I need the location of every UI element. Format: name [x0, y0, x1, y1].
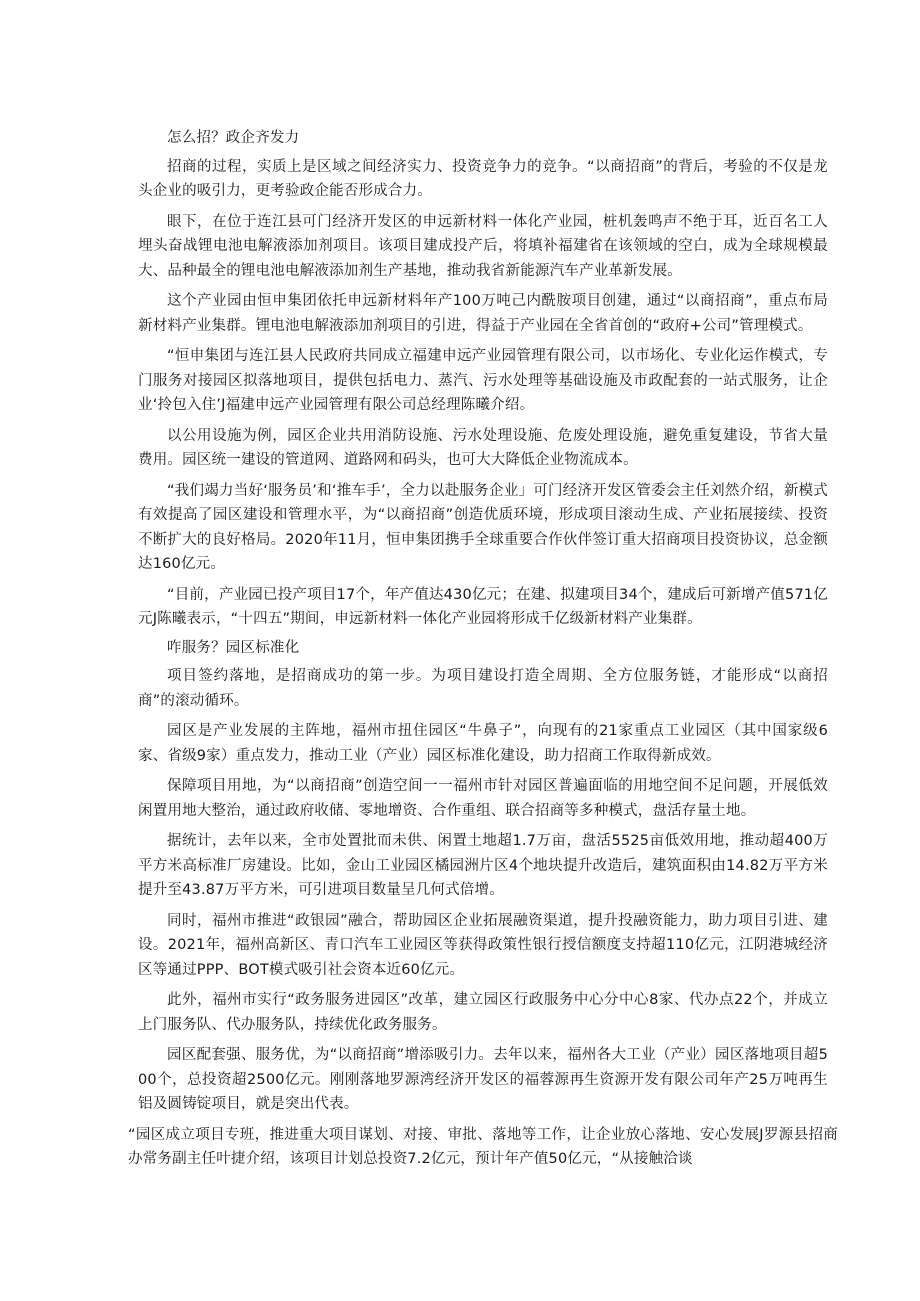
- paragraph: 据统计，去年以来，全市处置批而未供、闲置土地超1.7万亩，盘活5525亩低效用地，推动超400万平方米高标准厂房建设。比如，金山工业园区橘园洲片区4个地块提升改造后，建筑面积由14.82万平方米提升至43.87万平方米，可引进项目数量呈几何式倍增。: [138, 833, 828, 898]
- paragraph: “恒申集团与连江县人民政府共同成立福建申远产业园管理有限公司，以市场化、专业化运作模式，专门服务对接园区拟落地项目，提供包括电力、蒸汽、污水处理等基础设施及市政配套的一站式服务，让企业‘拎包入住’J福建申远产业园管理有限公司总经理陈曦介绍。: [138, 348, 828, 413]
- paragraph: 园区配套强、服务优，为“以商招商”增添吸引力。去年以来，福州各大工业（产业）园区落地项目超500个，总投资超2500亿元。刚刚落地罗源湾经济开发区的福蓉源再生资源开发有限公司年产25万吨再生铝及圆铸锭项目，就是突出代表。: [138, 1047, 828, 1112]
- paragraph: 保障项目用地，为“以商招商”创造空间一一福州市针对园区普遍面临的用地空间不足问题，开展低效闲置用地大整治，通过政府收储、零地增资、合作重组、联合招商等多种模式，盘活存量土地。: [138, 778, 828, 819]
- paragraph: 这个产业园由恒申集团依托申远新材料年产100万吨己内酰胺项目创建，通过“以商招商”，重点布局新材料产业集群。锂电池电解液添加剂项目的引进，得益于产业园在全省首创的“政府+公司”管理模式。: [138, 293, 828, 334]
- paragraph: 同时，福州市推进“政银园”融合，帮助园区企业拓展融资渠道，提升投融资能力，助力项目引进、建设。2021年，福州高新区、青口汽车工业园区等获得政策性银行授信额度支持超110亿元，江阴港城经济区等通过PPP、BOT模式吸引社会资本近60亿元。: [138, 912, 828, 978]
- article-body: [128, 126, 838, 1178]
- paragraph: 此外，福州市实行“政务服务进园区”改革，建立园区行政服务中心分中心8家、代办点22个，并成立上门服务队、代办服务队，持续优化政务服务。: [138, 992, 828, 1033]
- paragraph: 眼下，在位于连江县可门经济开发区的申远新材料一体化产业园，桩机轰鸣声不绝于耳，近百名工人埋头奋战锂电池电解液添加剂项目。该项目建成投产后，将填补福建省在该领域的空白，成为全球规模最大、品种最全的锂电池电解液添加剂生产基地，推动我省新能源汽车产业革新发展。: [138, 213, 828, 279]
- paragraph: “园区成立项目专班，推进重大项目谋划、对接、审批、落地等工作，让企业放心落地、安心发展J罗源县招商办常务副主任叶捷介绍，该项目计划总投资7.2亿元，预计年产值50亿元，“从接触洽谈: [128, 1126, 838, 1167]
- paragraph: 以公用设施为例，园区企业共用消防设施、污水处理设施、危废处理设施，避免重复建设，节省大量费用。园区统一建设的管道网、道路网和码头，也可大大降低企业物流成本。: [138, 427, 828, 468]
- section-heading-service: 咋服务？园区标准化: [167, 639, 300, 656]
- paragraph: “目前，产业园已投产项目17个，年产值达430亿元；在建、拟建项目34个，建成后可新增产值571亿元J陈曦表示，“十四五”期间，申远新材料一体化产业园将形成千亿级新材料产业集群。: [138, 586, 828, 627]
- paragraph: 园区是产业发展的主阵地，福州市扭住园区“牛鼻子”，向现有的21家重点工业园区（其中国家级6家、省级9家）重点发力，推动工业（产业）园区标准化建设，助力招商工作取得新成效。: [138, 723, 828, 764]
- section-heading-recruit: 怎么招？政企齐发力: [167, 130, 300, 146]
- paragraph: 招商的过程，实质上是区域之间经济实力、投资竞争力的竞争。“以商招商”的背后，考验的不仅是龙头企业的吸引力，更考验政企能否形成合力。: [138, 158, 828, 199]
- paragraph: “我们竭力当好‘服务员’和‘推车手’，全力以赴服务企业」可门经济开发区管委会主任刘然介绍，新模式有效提高了园区建设和管理水平，为“以商招商”创造优质环境，形成项目滚动生成、产业拓展接续、投资不断扩大的良好格局。2020年11月，恒申集团携手全球重要合作伙伴签订重大招商项目投资协议，总金额达160亿元。: [138, 482, 828, 572]
- paragraph: 项目签约落地，是招商成功的第一步。为项目建设打造全周期、全方位服务链，才能形成“以商招商”的滚动循环。: [138, 668, 828, 709]
